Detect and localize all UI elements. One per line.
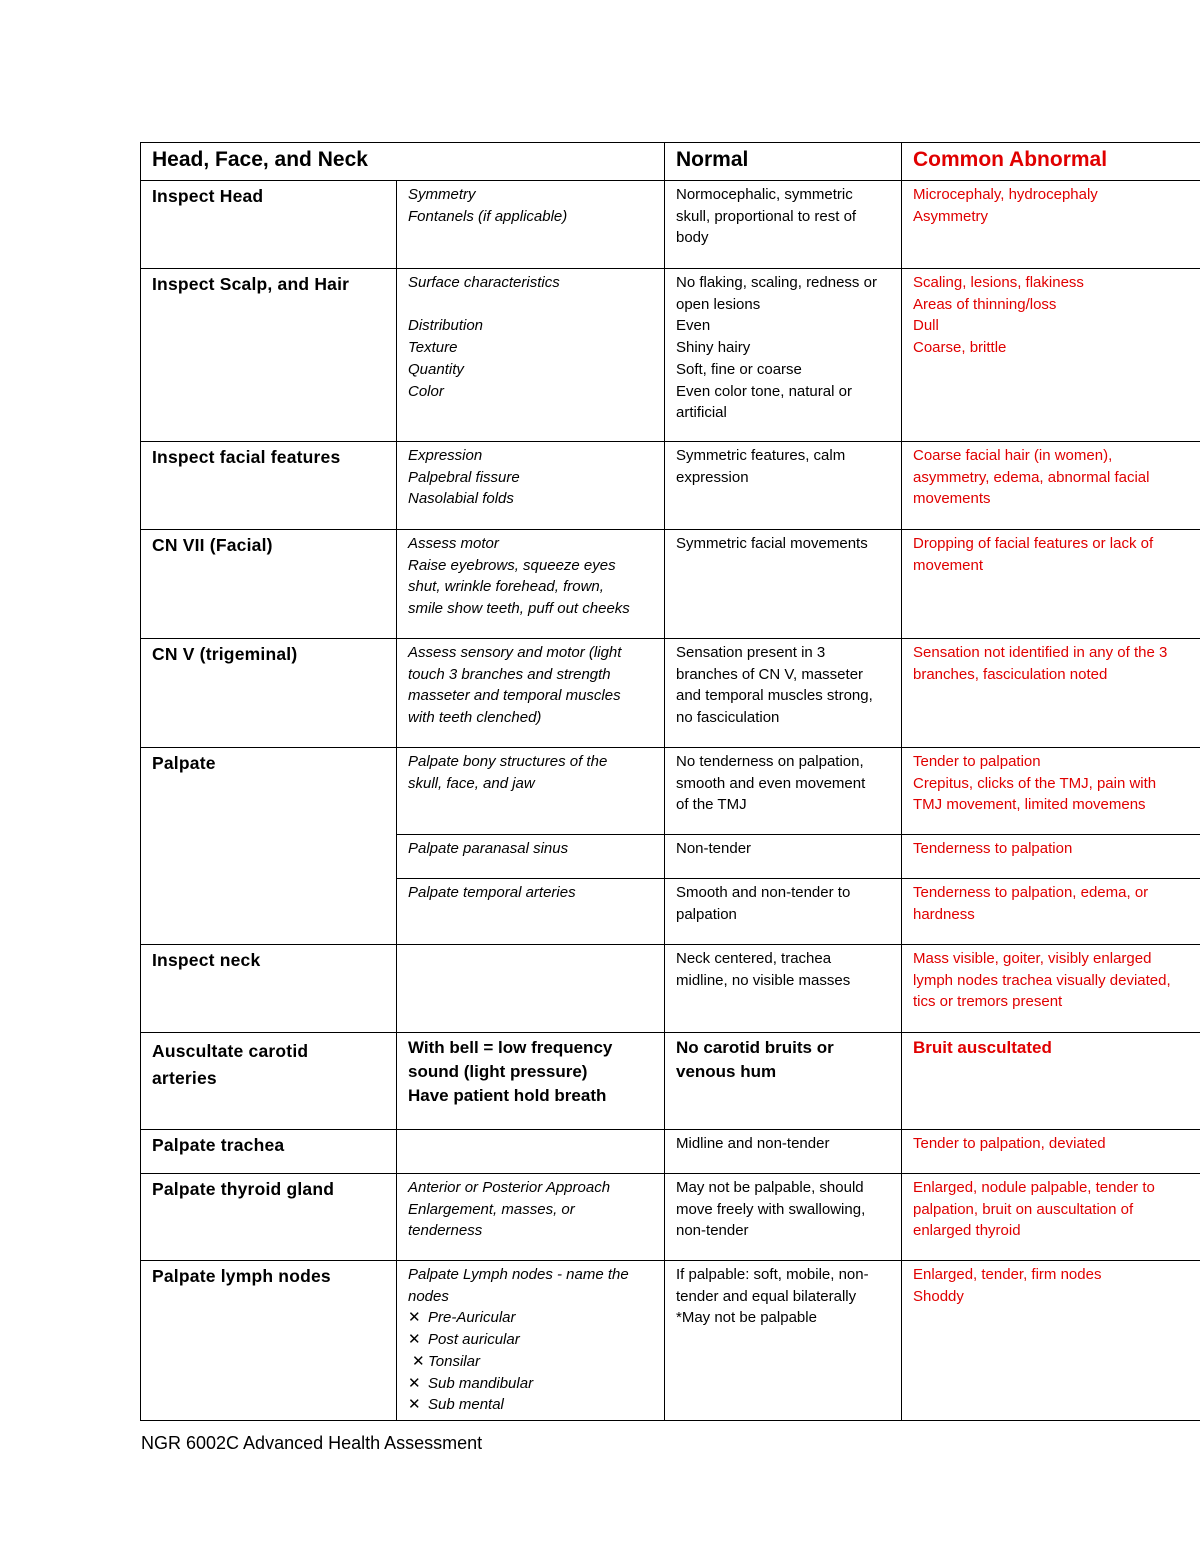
- abnormal-text: Bruit auscultated: [913, 1038, 1052, 1057]
- technique-text: Palpate bony structures of the skull, face, and jaw: [408, 753, 608, 792]
- header-normal-cell: [665, 143, 902, 181]
- table-row: [141, 181, 1200, 269]
- list-item: [408, 1329, 654, 1351]
- node-name: Sub mandibular: [428, 1374, 534, 1392]
- list-item: [408, 1307, 654, 1329]
- normal-cell: [665, 442, 902, 530]
- normal-cell: [665, 1130, 902, 1174]
- table-row: [141, 269, 1200, 442]
- abnormal-text: Dropping of facial features or lack of movement: [913, 535, 1154, 574]
- normal-cell: [665, 1174, 902, 1261]
- technique-text: Expression Palpebral fissure Nasolabial folds: [408, 447, 520, 508]
- x-bullet-icon: ✕: [408, 1374, 421, 1392]
- x-bullet-icon: ✕: [408, 1309, 421, 1327]
- normal-text: Sensation present in 3 branches of CN V, masseter and temporal muscles strong, no fasciculation: [676, 644, 873, 727]
- abnormal-text: Scaling, lesions, flakiness Areas of thinning/loss Dull Coarse, brittle: [913, 274, 1084, 357]
- abnormal-text: Microcephaly, hydrocephaly Asymmetry: [913, 186, 1098, 225]
- abnormal-cell: [902, 835, 1200, 879]
- normal-text: No tenderness on palpation, smooth and even movement of the TMJ: [676, 753, 866, 814]
- normal-text: Non-tender: [676, 840, 752, 857]
- normal-cell: [665, 945, 902, 1033]
- normal-cell: [665, 639, 902, 748]
- table-row: [141, 1033, 1200, 1130]
- row-label: Inspect Scalp, and Hair: [152, 274, 350, 294]
- normal-text: If palpable: soft, mobile, non- tender and equal bilaterally *May not be palpable: [676, 1266, 869, 1327]
- row-label-cell: [141, 639, 397, 748]
- list-item: [408, 1394, 654, 1416]
- normal-text: Neck centered, trachea midline, no visible masses: [676, 950, 851, 989]
- normal-cell: [665, 181, 902, 269]
- table-row: [141, 748, 1200, 835]
- technique-cell: [397, 879, 665, 945]
- x-bullet-icon: ✕: [408, 1396, 421, 1414]
- section-title: Head, Face, and Neck: [152, 148, 368, 171]
- x-bullet-icon: ✕: [412, 1352, 425, 1370]
- technique-text: Distribution Texture Quantity Color: [408, 317, 484, 400]
- table-row: [141, 442, 1200, 530]
- table-row: [141, 1174, 1200, 1261]
- technique-cell: [397, 1261, 665, 1421]
- row-label-cell: [141, 530, 397, 639]
- technique-text: With bell = low frequency sound (light pressure) Have patient hold breath: [408, 1038, 613, 1105]
- abnormal-cell: [902, 1033, 1200, 1130]
- technique-text: Anterior or Posterior Approach Enlargement, masses, or tenderness: [408, 1179, 611, 1240]
- list-item: [408, 1351, 654, 1373]
- abnormal-cell: [902, 639, 1200, 748]
- row-label-cell: [141, 1130, 397, 1174]
- normal-cell: [665, 530, 902, 639]
- header-abnormal-cell: [902, 143, 1200, 181]
- technique-text: Assess motor Raise eyebrows, squeeze eyes shut, wrinkle forehead, frown, smile show teeth, puff out cheeks: [408, 535, 630, 618]
- abnormal-text: Sensation not identified in any of the 3 branches, fasciculation noted: [913, 644, 1168, 683]
- table-row: [141, 639, 1200, 748]
- normal-text: Midline and non-tender: [676, 1135, 830, 1152]
- technique-text: Surface characteristics: [408, 274, 560, 291]
- normal-text: May not be palpable, should move freely with swallowing, non-tender: [676, 1179, 866, 1240]
- row-label-cell: [141, 1174, 397, 1261]
- row-label: Palpate lymph nodes: [152, 1266, 331, 1286]
- technique-cell: [397, 835, 665, 879]
- technique-cell: [397, 639, 665, 748]
- row-label-cell: [141, 748, 397, 945]
- abnormal-cell: [902, 1130, 1200, 1174]
- technique-text: Symmetry Fontanels (if applicable): [408, 186, 568, 225]
- row-label-cell: [141, 442, 397, 530]
- row-label: CN V (trigeminal): [152, 644, 298, 664]
- row-label-cell: [141, 1261, 397, 1421]
- normal-cell: [665, 269, 902, 442]
- abnormal-text: Tender to palpation Crepitus, clicks of the TMJ, pain with TMJ movement, limited movemens: [913, 753, 1157, 814]
- row-label: CN VII (Facial): [152, 535, 273, 555]
- page-footer: NGR 6002C Advanced Health Assessment: [141, 1433, 483, 1453]
- abnormal-text: Enlarged, tender, firm nodes Shoddy: [913, 1266, 1102, 1305]
- technique-cell: [397, 181, 665, 269]
- row-label-cell: [141, 269, 397, 442]
- technique-cell: [397, 1174, 665, 1261]
- header-section-cell: [141, 143, 665, 181]
- normal-cell: [665, 748, 902, 835]
- row-label: Inspect Head: [152, 186, 264, 206]
- row-label: Inspect neck: [152, 950, 261, 970]
- abnormal-cell: [902, 748, 1200, 835]
- normal-text: Symmetric facial movements: [676, 535, 868, 552]
- abnormal-header: Common Abnormal: [913, 148, 1108, 171]
- technique-cell: [397, 442, 665, 530]
- abnormal-cell: [902, 269, 1200, 442]
- header-row: [141, 143, 1200, 181]
- normal-text: No carotid bruits or venous hum: [676, 1038, 834, 1081]
- normal-header: Normal: [676, 148, 749, 171]
- row-label: Auscultate carotid arteries: [152, 1041, 309, 1088]
- technique-cell: [397, 748, 665, 835]
- abnormal-text: Tender to palpation, deviated: [913, 1135, 1106, 1152]
- abnormal-text: Tenderness to palpation: [913, 840, 1073, 857]
- spacer: [408, 294, 654, 316]
- technique-cell: [397, 530, 665, 639]
- row-label: Palpate thyroid gland: [152, 1179, 335, 1199]
- assessment-table: [140, 142, 1200, 1421]
- technique-cell: [397, 269, 665, 442]
- node-name: Tonsilar: [428, 1352, 480, 1370]
- normal-cell: [665, 1033, 902, 1130]
- abnormal-cell: [902, 181, 1200, 269]
- abnormal-cell: [902, 530, 1200, 639]
- technique-text: Palpate paranasal sinus: [408, 840, 569, 857]
- abnormal-cell: [902, 1174, 1200, 1261]
- x-bullet-icon: ✕: [408, 1331, 421, 1349]
- abnormal-text: Enlarged, nodule palpable, tender to palpation, bruit on auscultation of enlarged thyroid: [913, 1179, 1155, 1240]
- normal-cell: [665, 1261, 902, 1421]
- abnormal-cell: [902, 1261, 1200, 1421]
- normal-text: Symmetric features, calm expression: [676, 447, 846, 486]
- abnormal-text: Coarse facial hair (in women), asymmetry, edema, abnormal facial movements: [913, 447, 1150, 508]
- normal-text: No flaking, scaling, redness or open lesions Even Shiny hairy Soft, fine or coarse Even color tone, natural or artificial: [676, 274, 877, 422]
- row-label: Palpate trachea: [152, 1135, 285, 1155]
- row-label-cell: [141, 945, 397, 1033]
- table-row: [141, 530, 1200, 639]
- normal-text: Smooth and non-tender to palpation: [676, 884, 851, 923]
- row-label: Palpate: [152, 753, 216, 773]
- technique-text: Assess sensory and motor (light touch 3 branches and strength masseter and temporal muscles with teeth clenched): [408, 644, 622, 727]
- normal-cell: [665, 835, 902, 879]
- technique-cell: [397, 945, 665, 1033]
- technique-cell: [397, 1130, 665, 1174]
- technique-text: Palpate Lymph nodes - name the nodes: [408, 1266, 629, 1305]
- row-label-cell: [141, 1033, 397, 1130]
- abnormal-cell: [902, 442, 1200, 530]
- normal-cell: [665, 879, 902, 945]
- normal-text: Normocephalic, symmetric skull, proportional to rest of body: [676, 186, 857, 247]
- table-row: [141, 1130, 1200, 1174]
- technique-cell: [397, 1033, 665, 1130]
- node-name: Pre-Auricular: [428, 1309, 516, 1327]
- row-label: Inspect facial features: [152, 447, 341, 467]
- technique-text: Palpate temporal arteries: [408, 884, 576, 901]
- abnormal-cell: [902, 945, 1200, 1033]
- table-row: [141, 945, 1200, 1033]
- lymph-node-list: [408, 1307, 654, 1416]
- list-item: [408, 1373, 654, 1395]
- abnormal-text: Mass visible, goiter, visibly enlarged lymph nodes trachea visually deviated, tics or tremors present: [913, 950, 1171, 1011]
- table-row: [141, 1261, 1200, 1421]
- node-name: Post auricular: [428, 1331, 520, 1349]
- abnormal-text: Tenderness to palpation, edema, or hardness: [913, 884, 1149, 923]
- node-name: Sub mental: [428, 1396, 504, 1414]
- row-label-cell: [141, 181, 397, 269]
- abnormal-cell: [902, 879, 1200, 945]
